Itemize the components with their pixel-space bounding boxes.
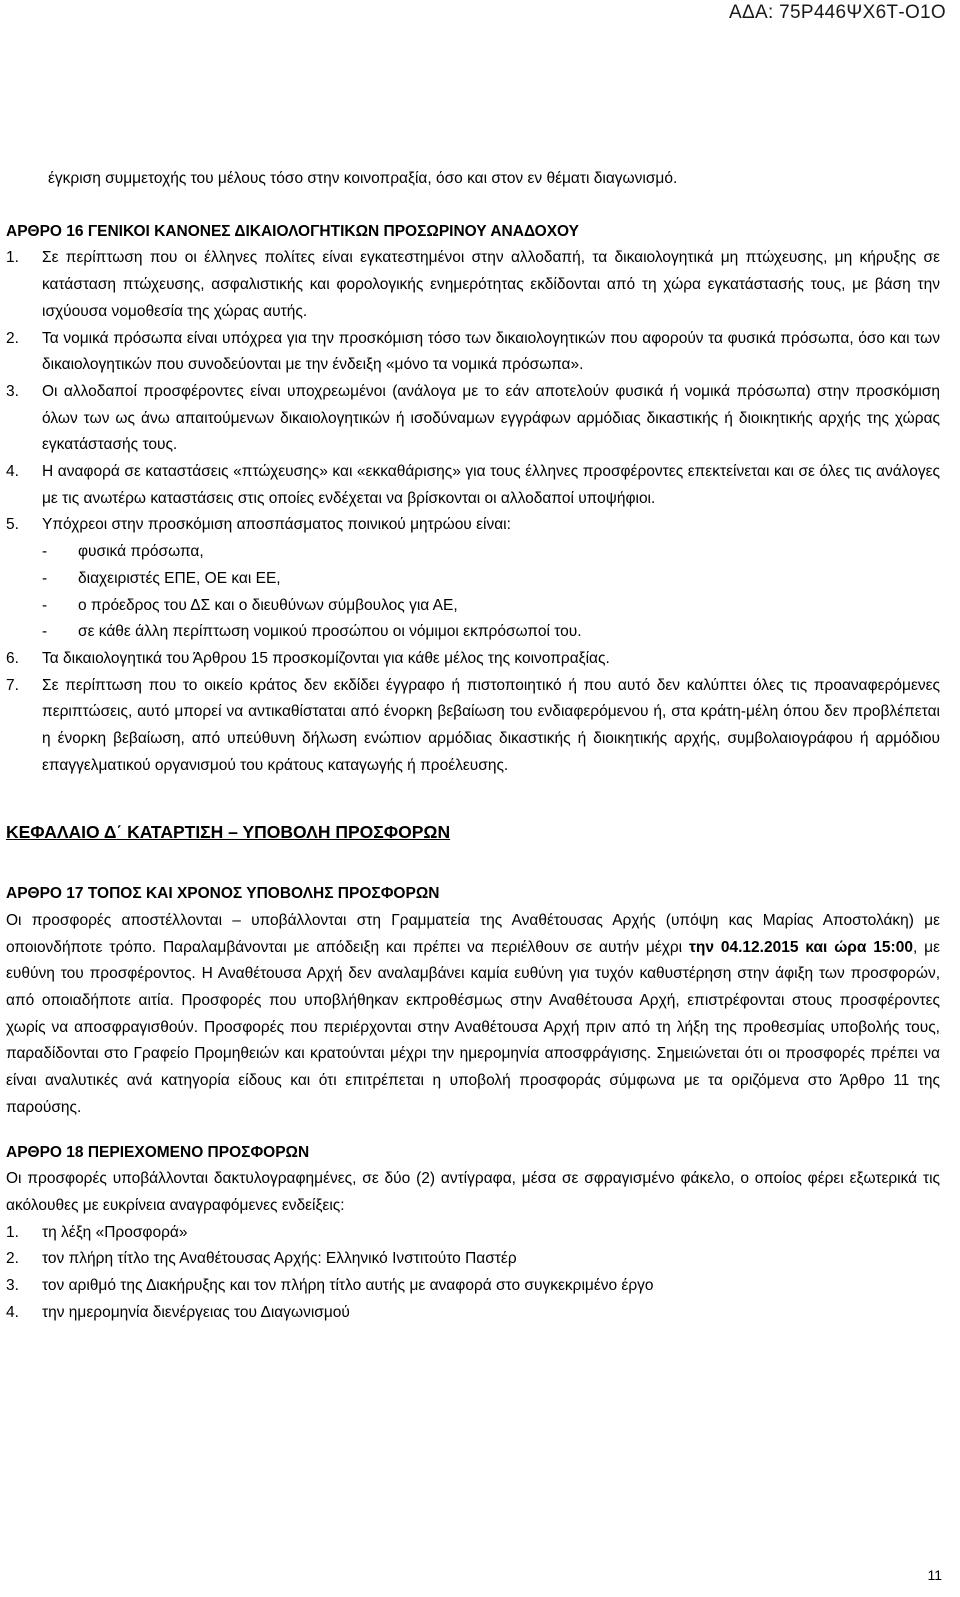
article-17-text-part-2: , με ευθύνη του προσφέροντος. Η Αναθέτουσα Αρχή δεν αναλαμβάνει καμία ευθύνη για τυχόν καθυστέρηση στην άφιξη των προσφορών, από οποιαδήποτε αιτία. Προσφορές που υποβλήθηκαν εκπροθέσμως στην Αναθέτουσα Αρχή, επιστρέφονται στους προσφέροντες χωρίς να αποσφραγισθούν. Προσφορές που περιέρχονται στην Αναθέτουσα Αρχή πριν από τη λήξη της προθεσμίας υποβολής τους, παραδίδονται στο Γραφείο Προμηθειών και κρατούνται μέχρι την ημερομηνία αποσφράγισης. Σημειώνεται ότι οι προσφορές πρέπει να είναι αναλυτικές ανά κατηγορία είδους και ότι επιτρέπεται η υποβολή προσφοράς σύμφωνα με τα οριζόμενα στο Άρθρο 11 της παρούσης.	[6, 938, 940, 1116]
dash-text: διαχειριστές ΕΠΕ, ΟΕ και ΕΕ,	[78, 569, 281, 587]
ada-code: ΑΔΑ: 75Ρ446ΨΧ6Τ-Ο1Ο	[729, 2, 946, 23]
dash-marker: -	[42, 596, 48, 614]
dash-text: φυσικά πρόσωπα,	[78, 543, 204, 561]
page-number: 11	[927, 1567, 942, 1583]
article-16-list	[6, 245, 940, 779]
list-item	[6, 459, 940, 512]
item-number: 4.	[6, 463, 19, 481]
submission-deadline: την 04.12.2015 και ώρα 15:00	[688, 938, 913, 956]
dash-text: ο πρόεδρος του ΔΣ και ο διευθύνων σύμβουλος για ΑΕ,	[78, 596, 458, 614]
item-number: 6.	[6, 649, 19, 667]
item-text: τη λέξη «Προσφορά»	[42, 1223, 188, 1241]
dash-marker: -	[42, 543, 48, 561]
item-text: Τα νομικά πρόσωπα είναι υπόχρεα για την προσκόμιση τόσο των δικαιολογητικών που αφορούν τα φυσικά πρόσωπα, όσο και των δικαιολογητικών που συνοδεύονται με την ένδειξη «μόνο τα νομικά πρόσωπα».	[42, 329, 940, 374]
dash-item	[6, 539, 940, 566]
dash-item	[6, 566, 940, 593]
article-17-text	[6, 908, 940, 1122]
item-text: την ημερομηνία διενέργειας του Διαγωνισμού	[42, 1303, 350, 1321]
list-item	[6, 245, 940, 325]
dash-marker: -	[42, 623, 48, 641]
list-item	[6, 1220, 940, 1247]
list-item	[6, 1300, 940, 1327]
item-number: 2.	[6, 329, 19, 347]
item-number: 1.	[6, 249, 19, 267]
dash-item	[6, 593, 940, 620]
list-item	[6, 646, 940, 673]
article-16-title: ΑΡΘΡΟ 16 ΓΕΝΙΚΟΙ ΚΑΝΟΝΕΣ ΔΙΚΑΙΟΛΟΓΗΤΙΚΩΝ ΠΡΟΣΩΡΙΝΟΥ ΑΝΑΔΟΧΟΥ	[6, 222, 580, 240]
item-number: 3.	[6, 1277, 19, 1295]
item-text: τον αριθμό της Διακήρυξης και τον πλήρη τίτλο αυτής με αναφορά στο συγκεκριμένο έργο	[42, 1277, 654, 1295]
dash-text: σε κάθε άλλη περίπτωση νομικού προσώπου οι νόμιμοι εκπρόσωποί του.	[78, 623, 582, 641]
item-number: 4.	[6, 1303, 19, 1321]
article-18-title: ΑΡΘΡΟ 18 ΠΕΡΙΕΧΟΜΕΝΟ ΠΡΟΣΦΟΡΩΝ	[6, 1143, 310, 1161]
item-text: Σε περίπτωση που το οικείο κράτος δεν εκδίδει έγγραφο ή πιστοποιητικό ή που αυτό δεν καλύπτει όλες τις προαναφερόμενες περιπτώσεις, αυτό μπορεί να αντικαθίσταται από ένορκη βεβαίωση του ενδιαφερόμενου ή, στα κράτη-μέλη όπου δεν προβλέπεται η ένορκη βεβαίωση, από υπεύθυνη δήλωση ενώπιον αρμόδιας δικαστικής ή διοικητικής αρχής, συμβολαιογράφου ή αρμόδιου επαγγελματικού οργανισμού του κράτους καταγωγής ή προέλευσης.	[42, 676, 940, 774]
item-text: Η αναφορά σε καταστάσεις «πτώχευσης» και «εκκαθάρισης» για τους έλληνες προσφέροντες επεκτείνεται και σε όλες τις ανάλογες με τις ανωτέρω καταστάσεις στις οποίες ενδέχεται να βρίσκονται οι αλλοδαποί υποψήφιοι.	[42, 463, 940, 507]
article-18-text: Οι προσφορές υποβάλλονται δακτυλογραφημένες, σε δύο (2) αντίγραφα, μέσα σε σφραγισμένο φάκελο, ο οποίος φέρει εξωτερικά τις ακόλουθες με ευκρίνεια αναγραφόμενες ενδείξεις:	[6, 1170, 940, 1214]
item-number: 3.	[6, 382, 19, 400]
document-body	[6, 166, 940, 1326]
list-item	[6, 512, 940, 539]
item-text: Τα δικαιολογητικά του Άρθρου 15 προσκομίζονται για κάθε μέλος της κοινοπραξίας.	[42, 649, 610, 667]
article-17-text-part-1: Οι προσφορές αποστέλλονται – υποβάλλονται στη Γραμματεία της Αναθέτουσας Αρχής (υπόψη κας Μαρίας Αποστολάκη) με οποιονδήποτε τρόπο. Παραλαμβάνονται με απόδειξη και πρέπει να περιέλθουν σε αυτήν μέχρι	[6, 911, 940, 956]
item-text: Οι αλλοδαποί προσφέροντες είναι υποχρεωμένοι (ανάλογα με το εάν αποτελούν φυσικά ή νομικά πρόσωπα) στην προσκόμιση όλων των ως άνω απαιτούμενων δικαιολογητικών ή ισοδύναμων εγγράφων αρμόδιας δικαστικής ή διοικητικής αρχής της χώρας εγκατάστασής τους.	[42, 382, 940, 454]
article-17-title: ΑΡΘΡΟ 17 ΤΟΠΟΣ ΚΑΙ ΧΡΟΝΟΣ ΥΠΟΒΟΛΗΣ ΠΡΟΣΦΟΡΩΝ	[6, 885, 440, 903]
article-18-list	[6, 1220, 940, 1327]
list-item	[6, 326, 940, 379]
item-text: τον πλήρη τίτλο της Αναθέτουσας Αρχής: Ελληνικό Ινστιτούτο Παστέρ	[42, 1250, 517, 1268]
list-item	[6, 1246, 940, 1273]
item-number: 1.	[6, 1223, 19, 1241]
item-number: 5.	[6, 516, 19, 534]
intro-paragraph: έγκριση συμμετοχής του μέλους τόσο στην κοινοπραξία, όσο και στον εν θέματι διαγωνισμό.	[48, 170, 678, 187]
item-number: 2.	[6, 1250, 19, 1268]
item-text: Υπόχρεοι στην προσκόμιση αποσπάσματος ποινικού μητρώου είναι:	[42, 516, 511, 534]
list-item	[6, 379, 940, 459]
item-text: Σε περίπτωση που οι έλληνες πολίτες είναι εγκατεστημένοι στην αλλοδαπή, τα δικαιολογητικά μη πτώχευσης, μη κήρυξης σε κατάσταση πτώχευσης, ασφαλιστικής και φορολογικής ενημερότητας εκδίδονται από τη χώρα εγκατάστασής τους, με βάση την ισχύουσα νομοθεσία της χώρας αυτής.	[42, 249, 940, 320]
dash-marker: -	[42, 569, 48, 587]
dash-item	[6, 619, 940, 646]
list-item	[6, 1273, 940, 1300]
item-number: 7.	[6, 676, 19, 694]
list-item	[6, 673, 940, 780]
chapter-title: ΚΕΦΑΛΑΙΟ Δ΄ ΚΑΤΑΡΤΙΣΗ – ΥΠΟΒΟΛΗ ΠΡΟΣΦΟΡΩΝ	[6, 822, 451, 843]
